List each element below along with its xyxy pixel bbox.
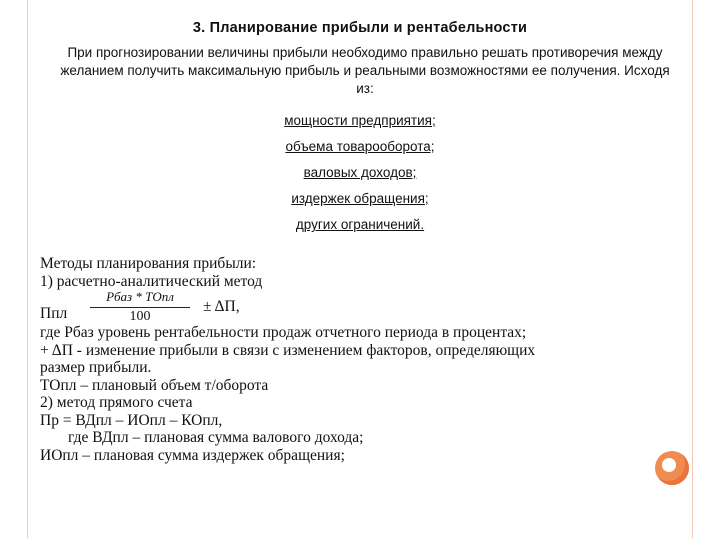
list-item: мощности предприятия; [284, 113, 436, 128]
methods-section [40, 255, 650, 464]
text-line: ИОпл – плановая сумма издержек обращения; [40, 446, 345, 464]
intro-paragraph: При прогнозировании величины прибыли необходимо правильно решать противоречия между желанием получить максимальную прибыль и реальными возможностями ее получения. Исходя из: [60, 45, 670, 96]
profit-formula [40, 288, 650, 324]
formula-numerator: Рбаз * ТОпл [90, 288, 190, 308]
method-2-title: 2) метод прямого счета [40, 394, 193, 411]
formula-denominator: 100 [129, 309, 151, 324]
slide-title: 3. Планирование прибыли и рентабельности [192, 20, 528, 36]
text-line: размер прибыли. [40, 359, 152, 376]
formula-delta: ± ΔП, [203, 298, 240, 315]
factor-list [0, 112, 720, 242]
text-line: где ВДпл – плановая сумма валового дохода; [68, 429, 364, 446]
formula-lhs: Ппл [40, 305, 68, 322]
method-1-title: 1) расчетно-аналитический метод [40, 272, 263, 290]
text-line: + ΔП - изменение прибыли в связи с изменением факторов, определяющих [40, 341, 536, 359]
list-item: издержек обращения; [291, 191, 429, 206]
text-line: где Рбаз уровень рентабельности продаж отчетного периода в процентах; [40, 324, 527, 341]
decorative-circle-icon [655, 451, 689, 485]
list-item: других ограничений. [295, 217, 425, 232]
methods-heading: Методы планирования прибыли: [40, 255, 257, 272]
list-item: валовых доходов; [303, 165, 417, 180]
text-line: ТОпл – плановый объем т/оборота [40, 376, 269, 394]
list-item: объема товарооборота; [285, 139, 435, 154]
direct-formula: Пр = ВДпл – ИОпл – КОпл, [40, 411, 223, 429]
